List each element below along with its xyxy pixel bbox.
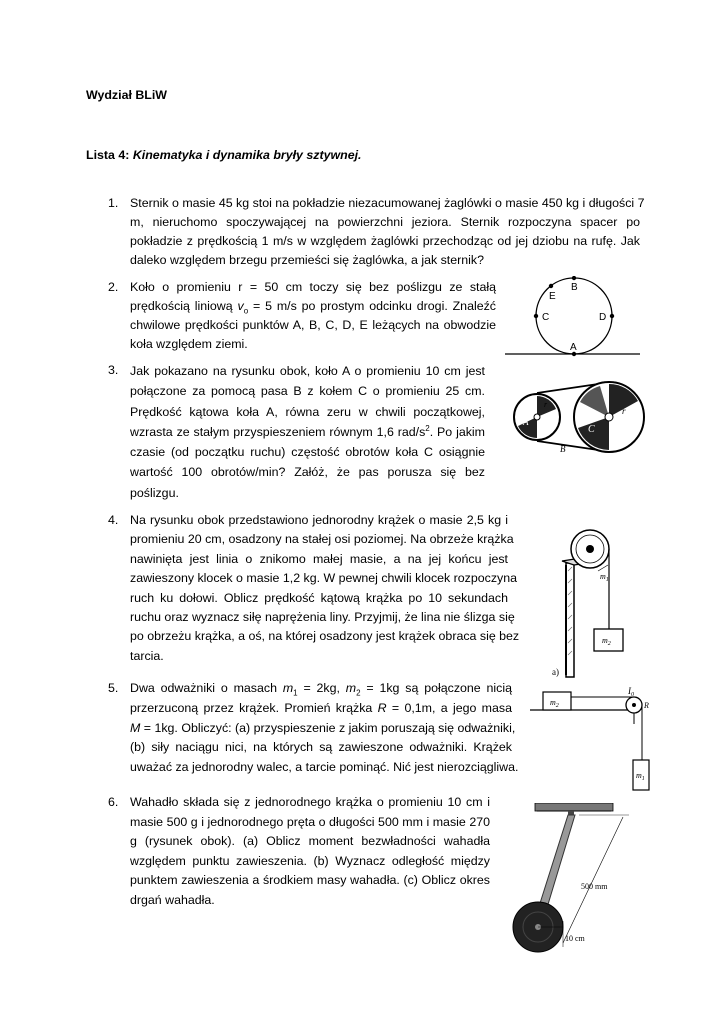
exponent: 2: [425, 423, 430, 433]
svg-text:I0: [627, 686, 634, 698]
m1-symbol: m: [282, 681, 294, 695]
label-B-belt: B: [560, 444, 566, 454]
problem-4-line: ruch ku dołowi. Oblicz prędkość kątową krążka po 10 sekundach: [130, 590, 508, 605]
problem-2-text: [130, 278, 496, 354]
problem-5-line: [130, 699, 512, 719]
problem-4-line: promieniu 20 cm, osadzony na stałej osi poziomej. Na obrzeże krążka: [130, 532, 514, 547]
m2-label: m: [602, 636, 608, 645]
label-rC: r: [622, 406, 626, 416]
svg-text:m1: [600, 572, 609, 583]
R-label: R: [644, 701, 649, 710]
problem-2-line: Koło o promieniu r = 50 cm toczy się bez poślizgu ze stałą: [130, 280, 496, 294]
label-C-wheel: C: [588, 424, 595, 435]
list-heading: [86, 146, 361, 165]
problem-4-line: Na rysunku obok przedstawiono jednorodny krążek o masie 2,5 kg i: [130, 513, 508, 527]
m2-subscript: 2: [356, 688, 361, 698]
m2-symbol: m: [345, 681, 357, 695]
problem-2-line: chwilowe prędkości punktów A, B, C, D, E leżących na obwodzie: [130, 318, 496, 332]
problem-3-number: 3.: [108, 363, 119, 377]
label-A: A: [570, 342, 577, 353]
m2-subscript: 2: [607, 641, 611, 647]
problem-6-line: Wahadło składa się z jednorodnego krążka o promieniu 10 cm i: [130, 795, 490, 809]
problem-5-line: [130, 719, 516, 739]
problem-5-line: uważać za jednorodny walec, a tarcie pominąć. Nić jest nierozciągliwa.: [130, 760, 519, 775]
label-A-wheel: A: [523, 417, 529, 427]
problem-3-line: [130, 422, 485, 442]
label-C: C: [542, 312, 550, 323]
problem-4-text: [130, 511, 520, 666]
problem-6-line: g (rysunek obok). (a) Oblicz moment bezwładności wahadła: [130, 834, 490, 849]
problem-5-line: [130, 679, 512, 699]
pulley-figure: [532, 525, 642, 680]
problem-1-number: 1.: [108, 196, 119, 210]
problem-3-text: [130, 361, 485, 503]
text-fragment: = 0,1m, a jego masa: [391, 700, 512, 715]
m1-label: m: [600, 572, 606, 581]
R-symbol: R: [377, 700, 387, 715]
problem-3-line: Prędkość kątowa koła A, równa zeru w chwili początkowej,: [130, 404, 485, 419]
problem-1-line: m, nieruchomo spoczywającej na powierzchni jeziora. Sternik rozpoczyna spacer po: [130, 215, 640, 229]
problem-4-line: ruchu oraz wyznacz siłę naprężenia liny. Przyjmij, że lina nie ślizga się: [130, 610, 515, 625]
problem-4-line: zawieszony klocek o masie 1,2 kg. W pewnej chwili klocek rozpoczyna: [130, 571, 518, 586]
m2-subscript: 2: [555, 703, 559, 709]
m1-subscript: 1: [293, 688, 298, 698]
text-fragment: = 2kg,: [303, 681, 340, 695]
figure-caption: a): [552, 667, 559, 677]
label-E: E: [549, 291, 556, 302]
problem-3-line: poślizgu.: [130, 485, 179, 500]
rod-length-label: 500 mm: [581, 882, 608, 891]
text-fragment: = 1kg są połączone nicią: [366, 681, 513, 695]
problem-4-line: tarcia.: [130, 648, 164, 663]
problem-6-line: punktem zawieszenia a środkiem masy wahadła. (c) Oblicz okres: [130, 873, 490, 888]
problem-3-line: wartość 100 obrotów/min? Załóż, że pas porusza się bez: [130, 465, 485, 480]
pendulum-figure: [505, 803, 635, 953]
velocity-subscript: o: [243, 306, 249, 316]
problem-4-line: po obrzeżu krążka, a oś, na której osadzony jest krążek obraca się bez: [130, 629, 520, 644]
velocity-symbol: v: [237, 299, 244, 313]
text-fragment: wzrasta ze stałym przyspieszeniem równym 1,6 rad/s: [130, 424, 426, 439]
problem-5-line: (b) siły naciągu nici, na których są zawieszone odważniki. Krążek: [130, 740, 512, 755]
text-fragment: Dwa odważniki o masach: [130, 681, 277, 695]
problem-5-text: [130, 679, 519, 778]
list-label: Lista 4:: [86, 148, 130, 162]
problem-6-line: względem punktu zawieszenia. (b) Wyznacz odległość między: [130, 853, 490, 868]
m1-label: m: [636, 771, 642, 780]
text-fragment: prędkością liniową: [130, 299, 233, 313]
M-symbol: M: [130, 720, 141, 735]
problem-1-text: [130, 194, 645, 270]
problem-2-line: koła względem ziemi.: [130, 337, 248, 351]
text-fragment: = 1kg. Obliczyć: (a) przyspieszenie z jakim poruszają się odważniki,: [143, 720, 516, 735]
problem-4-number: 4.: [108, 513, 119, 527]
m1-subscript: 1: [641, 776, 645, 782]
problem-3-line: czasie (od początku ruchu) częstość obrotów koła C osiągnie: [130, 445, 485, 460]
I-subscript: 0: [631, 692, 634, 698]
problem-6-line: masie 500 g i jednorodnego pręta o długości 500 mm i masie 270: [130, 814, 490, 829]
text-fragment: = 5 m/s po prostym odcinku drogi. Znaleźć: [253, 299, 496, 313]
label-B: B: [571, 282, 578, 293]
problem-1-line: daleko względem brzegu przemieści się żaglówka, a jak sternik?: [130, 253, 484, 267]
problem-5-number: 5.: [108, 681, 119, 695]
text-fragment: . Po jakim: [429, 424, 485, 439]
problem-1-line: Sternik o masie 45 kg stoi na pokładzie niezacumowanej żaglówki o masie 450 kg i długości 7: [130, 196, 645, 210]
label-D: D: [599, 312, 607, 323]
problem-2-line: [130, 297, 496, 316]
disk-radius-label: 10 cm: [565, 934, 585, 943]
problem-1-line: pokładzie z prędkością 1 m/s w względem żaglówki przechodząc od jej dziobu na rufę. Jak: [130, 234, 640, 248]
belt-drive-figure: [510, 380, 655, 456]
m1-subscript: 1: [605, 577, 609, 583]
problem-3-line: połączone za pomocą pasa B z kołem C o promieniu 25 cm.: [130, 384, 485, 399]
text-fragment: przerzuconą przez krążek. Promień krążka: [130, 700, 373, 715]
rolling-wheel-figure: [505, 276, 640, 358]
problem-3-line: Jak pokazano na rysunku obok, koło A o promieniu 10 cm jest: [130, 364, 485, 378]
problem-6-line: drgań wahadła.: [130, 892, 215, 907]
problem-4-line: nawinięta jest linia o znikomo małej masie, a na jej końcu jest: [130, 551, 508, 566]
label-rA: r: [544, 400, 548, 409]
problem-2-number: 2.: [108, 280, 119, 294]
table-pulley-figure: [530, 684, 660, 804]
list-title: Kinematyka i dynamika bryły sztywnej.: [132, 148, 362, 162]
problem-6-text: [130, 793, 490, 911]
problem-6-number: 6.: [108, 795, 119, 809]
I-label: I: [628, 686, 631, 696]
department-title: Wydział BLiW: [86, 88, 167, 102]
m2-label: m: [550, 698, 556, 707]
